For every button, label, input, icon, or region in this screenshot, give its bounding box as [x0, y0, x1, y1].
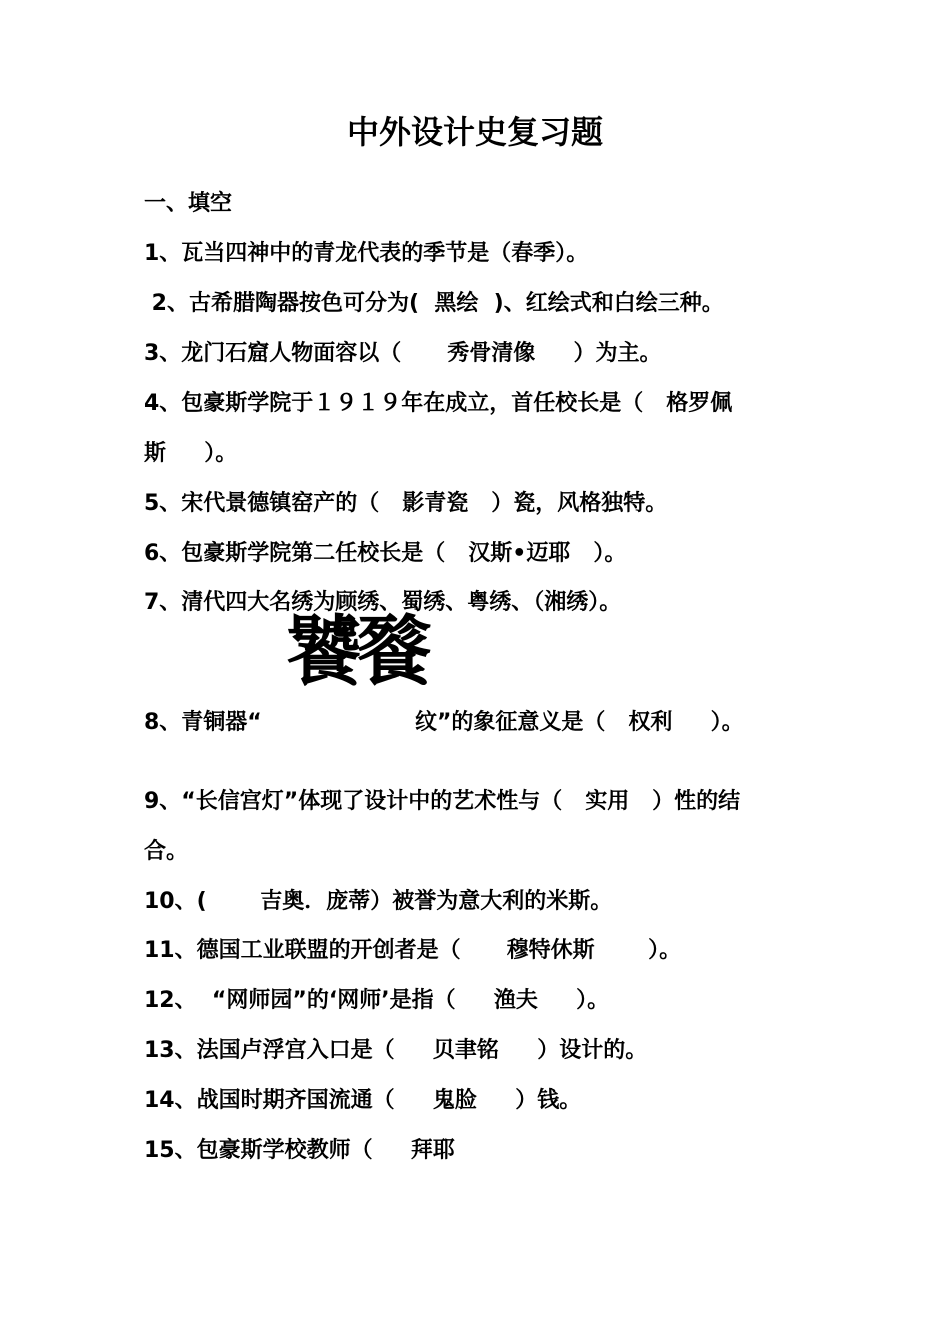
question-line: 6、包豪斯学院第二任校长是（ 汉斯•迈耶 ）。	[144, 541, 627, 566]
question-line: 12、 “网师园”的‘网师’是指（ 渔夫 ）。	[144, 988, 610, 1013]
question-line: 7、清代四大名绣为顾绣、蜀绣、粤绣、（湘绣）。	[144, 590, 622, 615]
question-line: 2、古希腊陶器按色可分为( 黑绘 )、红绘式和白绘三种。	[144, 291, 724, 316]
question-line: 5、宋代景德镇窑产的（ 影青瓷 ）瓷，风格独特。	[144, 491, 668, 516]
question-line: 9、“长信宫灯”体现了设计中的艺术性与（ 实用 ）性的结	[144, 789, 741, 814]
question-line: 斯 ）。	[144, 441, 238, 466]
question-line: 1、瓦当四神中的青龙代表的季节是（春季）。	[144, 241, 589, 266]
question-line: 14、战国时期齐国流通（ 鬼脸 ）钱。	[144, 1088, 582, 1113]
taotie-characters-image: 饕餮	[286, 607, 426, 696]
question-line: 15、包豪斯学校教师（ 拜耶	[144, 1138, 455, 1163]
question-line: 合。	[144, 839, 189, 864]
question-line: 8、青铜器“ 纹”的象征意义是（ 权利 ）。	[144, 710, 744, 735]
question-line: 10、( 吉奥．庞蒂）被誉为意大利的米斯。	[144, 889, 613, 914]
question-line: 3、龙门石窟人物面容以（ 秀骨清像 ）为主。	[144, 341, 662, 366]
question-line: 4、包豪斯学院于１９１９年在成立，首任校长是（ 格罗佩	[144, 391, 733, 416]
question-line: 13、法国卢浮宫入口是（ 贝聿铭 ）设计的。	[144, 1038, 648, 1063]
page-title: 中外设计史复习题	[346, 113, 603, 151]
question-line: 11、德国工业联盟的开创者是（ 穆特休斯 ）。	[144, 938, 682, 963]
section-heading: 一、填空	[144, 191, 233, 216]
